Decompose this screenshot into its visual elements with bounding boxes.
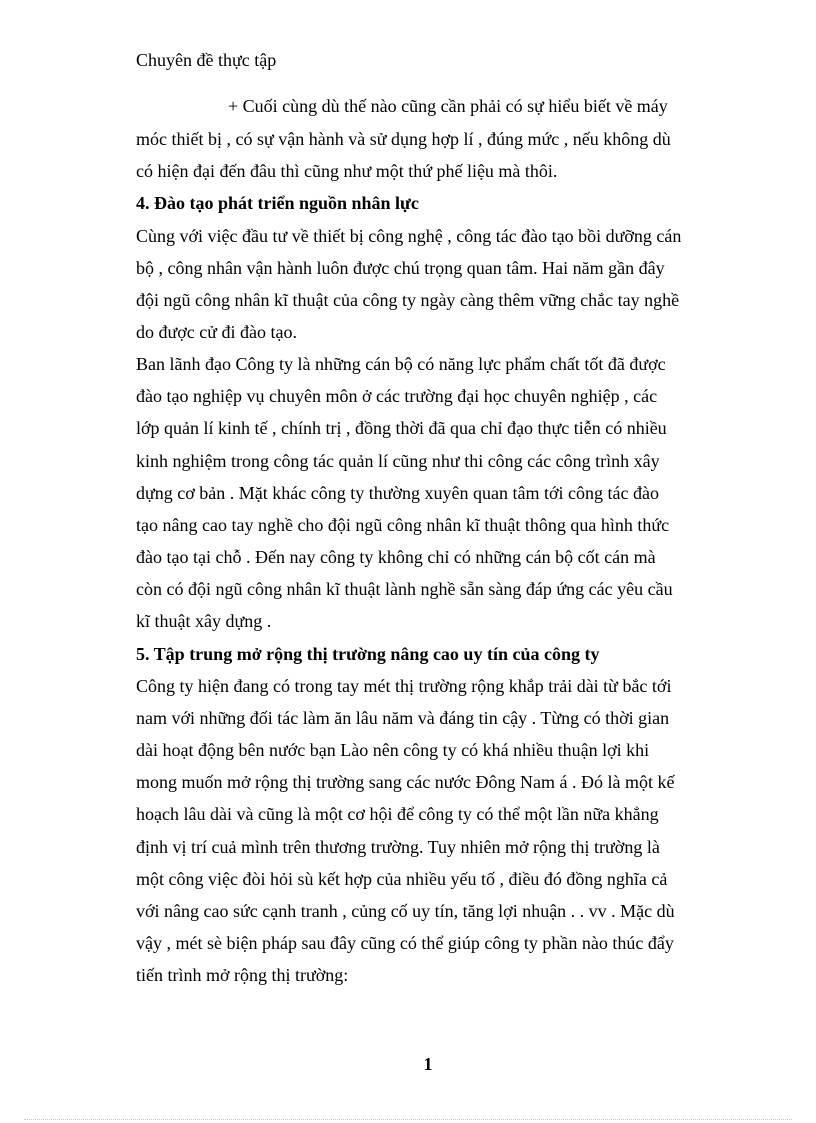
body-line: vậy , mét sè biện pháp sau đây cũng có thể giúp công ty phần nào thúc đẩy — [136, 933, 674, 953]
page-bottom-divider — [24, 1119, 792, 1120]
page-number: 1 — [423, 1054, 433, 1074]
body-line: bộ , công nhân vận hành luôn được chú trọng quan tâm. Hai năm gần đây — [136, 258, 665, 278]
body-line: tiến trình mở rộng thị trường: — [136, 965, 349, 985]
body-line: Cùng với việc đầu tư về thiết bị công nghệ , công tác đào tạo bồi dưỡng cán — [136, 226, 682, 246]
body-line: đào tạo tại chỗ . Đến nay công ty không chỉ có những cán bộ cốt cán mà — [136, 547, 656, 567]
body-line: + Cuối cùng dù thế nào cũng cần phải có sự hiểu biết về máy — [228, 96, 668, 116]
body-line: tạo nâng cao tay nghề cho đội ngũ công nhân kĩ thuật thông qua hình thức — [136, 515, 670, 535]
body-line: móc thiết bị , có sự vận hành và sử dụng hợp lí , đúng mức , nếu không dù — [136, 129, 671, 149]
body-line: dựng cơ bản . Mặt khác công ty thường xuyên quan tâm tới công tác đào — [136, 483, 659, 503]
body-line: nam với những đối tác làm ăn lâu năm và đáng tin cậy . Từng có thời gian — [136, 708, 670, 728]
body-line: có hiện đại đến đâu thì cũng như một thứ phế liệu mà thôi. — [136, 161, 558, 181]
body-line: một công việc đòi hỏi sù kết hợp của nhiều yếu tố , điều đó đồng nghĩa cả — [136, 869, 668, 889]
body-line: mong muốn mở rộng thị trường sang các nước Đông Nam á . Đó là một kế — [136, 772, 675, 792]
body-line: lớp quản lí kinh tế , chính trị , đồng thời đã qua chỉ đạo thực tiễn có nhiều — [136, 418, 667, 438]
body-line: đào tạo nghiệp vụ chuyên môn ở các trường đại học chuyên nghiệp , các — [136, 386, 658, 406]
body-line: còn có đội ngũ công nhân kĩ thuật lành nghề sẵn sàng đáp ứng các yêu cầu — [136, 579, 673, 599]
body-line: dài hoạt động bên nước bạn Lào nên công ty có khá nhiều thuận lợi khi — [136, 740, 650, 760]
body-line: do được cử đi đào tạo. — [136, 322, 297, 342]
body-line: kĩ thuật xây dựng . — [136, 611, 272, 631]
section-heading-5: 5. Tập trung mở rộng thị trường nâng cao uy tín của công ty — [136, 644, 600, 664]
section-heading-4: 4. Đào tạo phát triển nguồn nhân lực — [136, 193, 419, 213]
body-line: định vị trí cuả mình trên thương trường. Tuy nhiên mở rộng thị trường là — [136, 837, 660, 857]
body-line: hoạch lâu dài và cũng là một cơ hội để công ty có thể một lần nữa khẳng — [136, 804, 659, 824]
body-line: Công ty hiện đang có trong tay mét thị trường rộng khắp trải dài từ bắc tới — [136, 676, 672, 696]
body-line: kinh nghiệm trong công tác quản lí cũng như thi công các công trình xây — [136, 451, 660, 471]
body-line: đội ngũ công nhân kĩ thuật của công ty ngày càng thêm vững chắc tay nghề — [136, 290, 680, 310]
body-line: với nâng cao sức cạnh tranh , củng cố uy tín, tăng lợi nhuận . . vv . Mặc dù — [136, 901, 675, 921]
page-header-title: Chuyên đề thực tập — [136, 50, 277, 70]
body-line: Ban lãnh đạo Công ty là những cán bộ có năng lực phẩm chất tốt đã được — [136, 354, 666, 374]
